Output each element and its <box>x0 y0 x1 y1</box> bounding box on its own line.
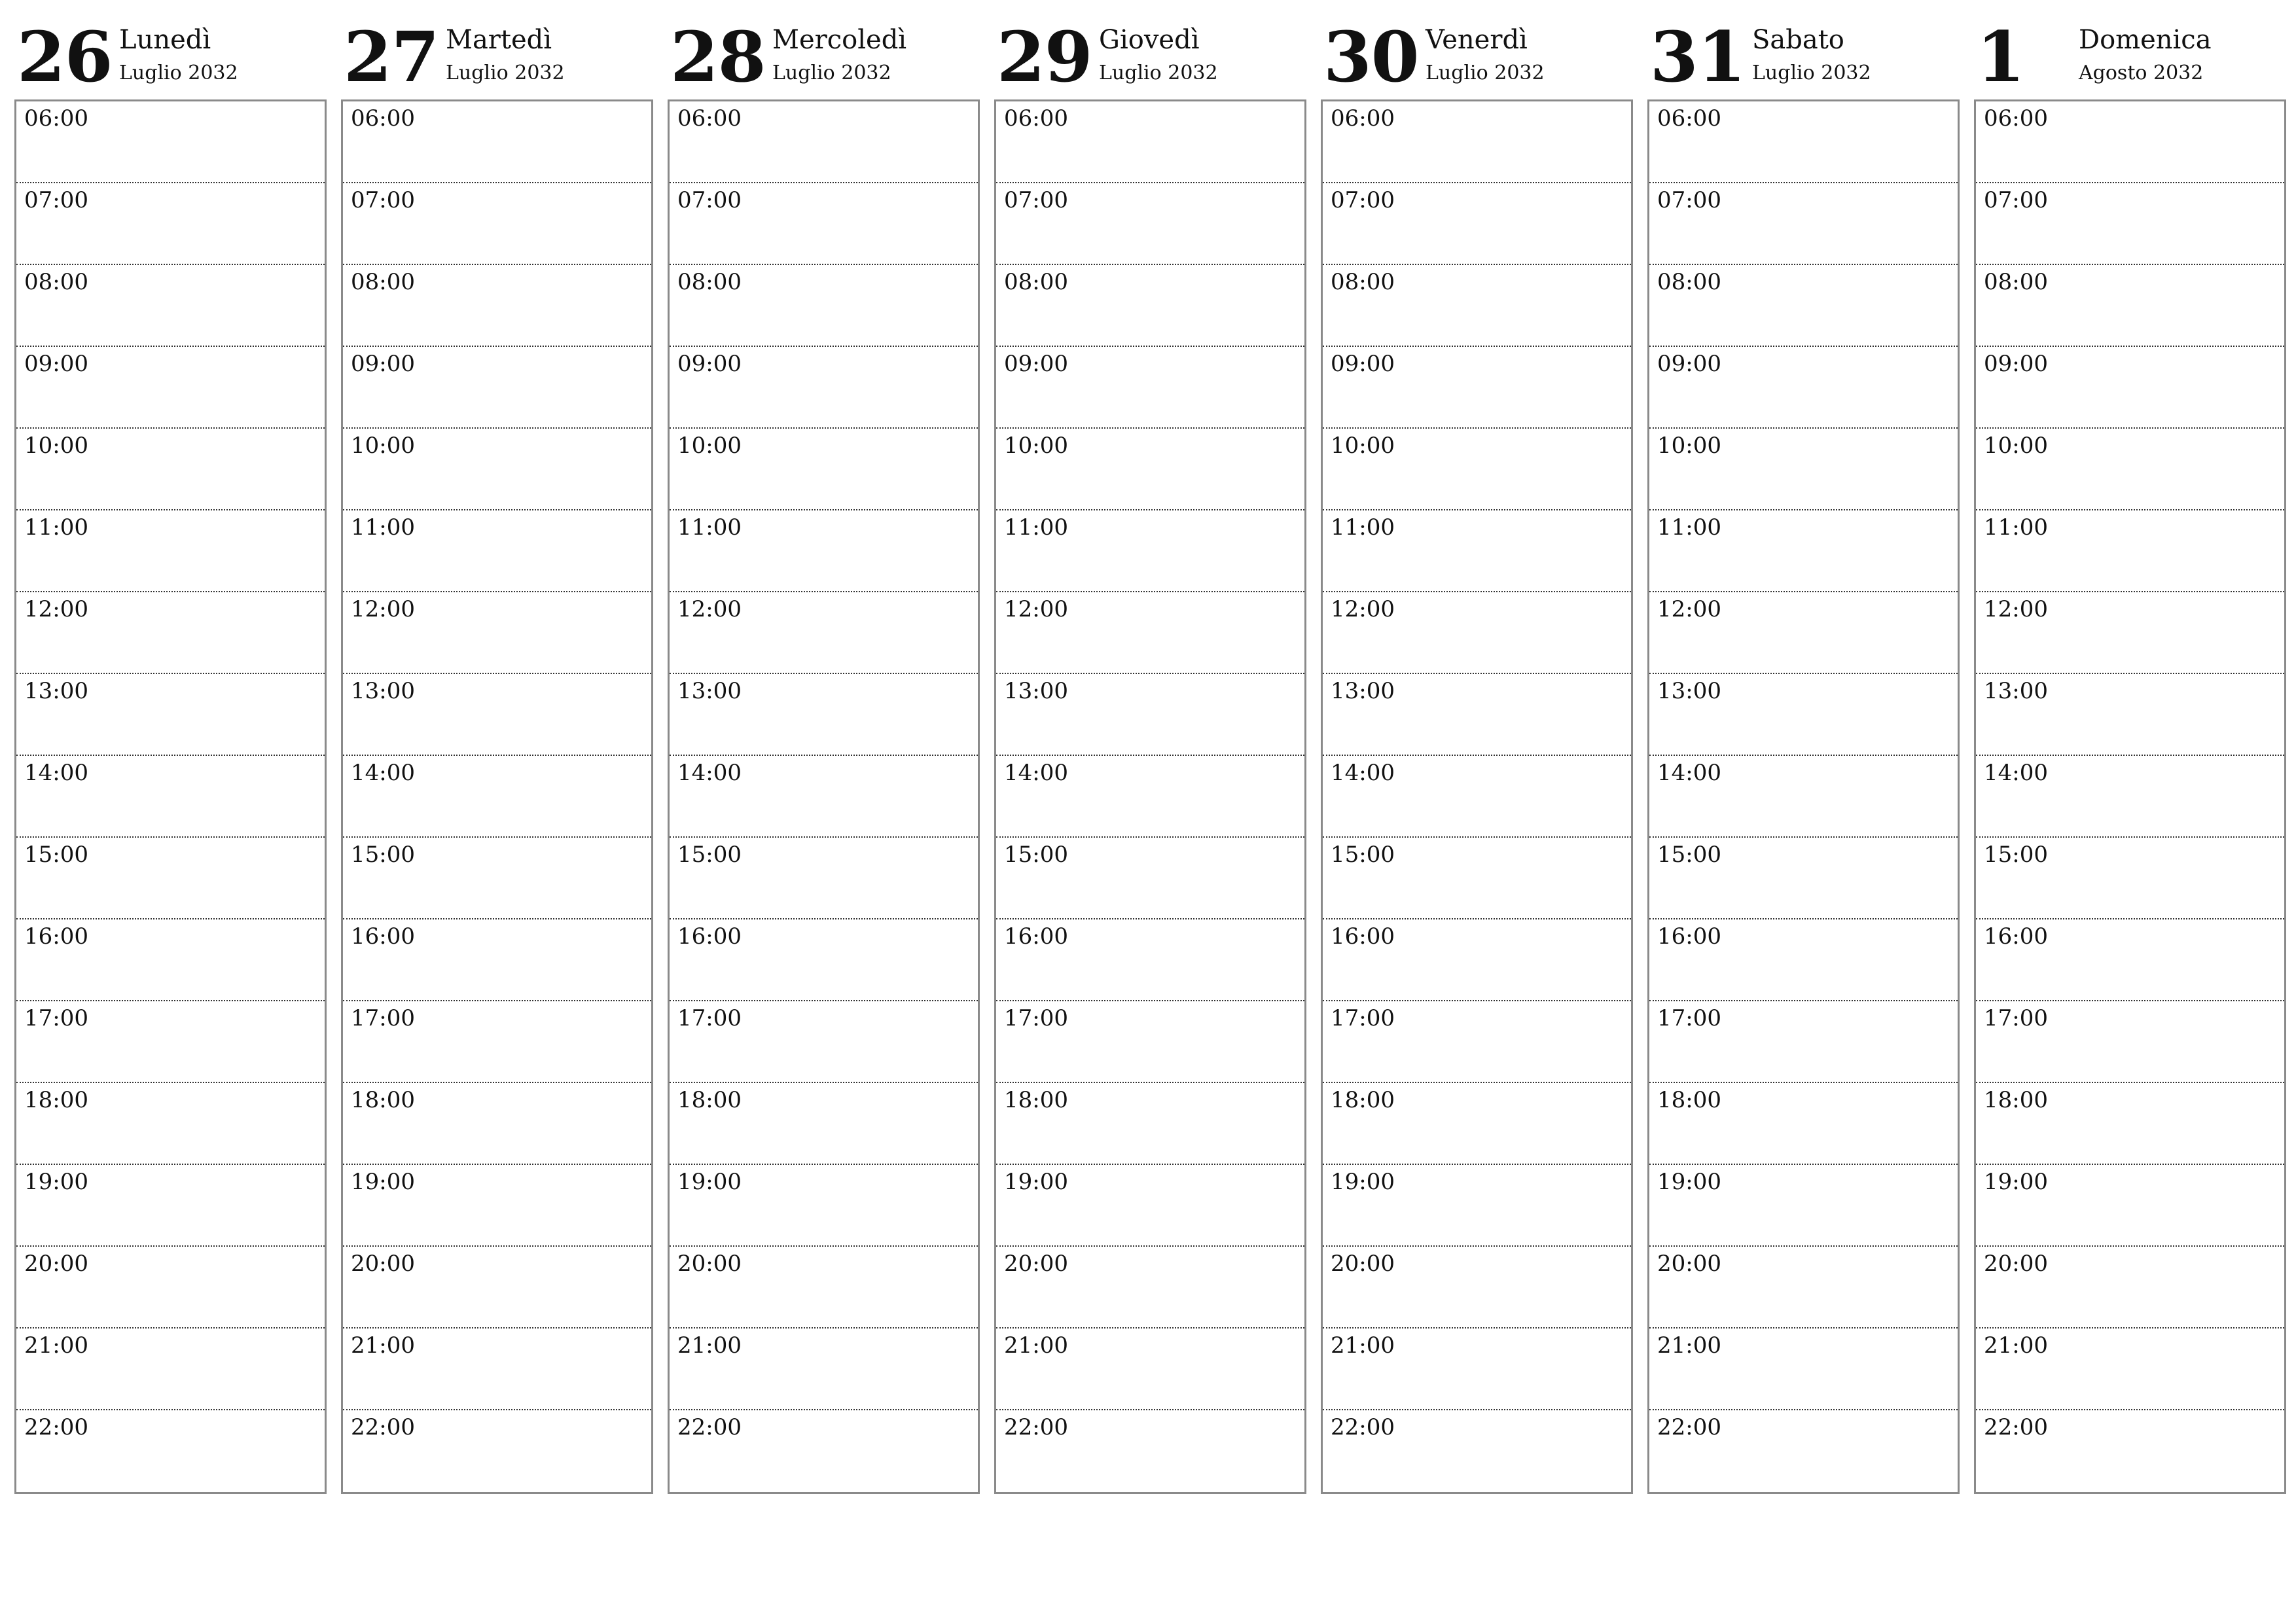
day-number: 27 <box>344 16 439 98</box>
time-slot[interactable] <box>1649 510 1958 592</box>
time-label: 16:00 <box>351 923 415 950</box>
weekday-name: Lunedì <box>119 25 211 55</box>
day-header <box>1647 18 1960 99</box>
time-label: 08:00 <box>351 269 415 295</box>
time-slot[interactable] <box>996 1410 1304 1492</box>
time-slot[interactable] <box>1976 592 2284 674</box>
time-slot[interactable] <box>1976 101 2284 183</box>
time-label: 06:00 <box>1984 105 2048 132</box>
time-slot[interactable] <box>16 1165 325 1247</box>
weekday-name: Sabato <box>1752 25 1844 55</box>
time-label: 06:00 <box>1331 105 1395 132</box>
time-label: 21:00 <box>24 1332 88 1359</box>
time-label: 13:00 <box>1657 678 1721 704</box>
time-slot[interactable] <box>1323 1165 1631 1247</box>
time-label: 14:00 <box>351 760 415 786</box>
time-slot[interactable] <box>1649 183 1958 265</box>
day-header <box>1321 18 1633 99</box>
day-number: 1 <box>1977 16 2024 98</box>
month-year: Luglio 2032 <box>1099 62 1218 84</box>
time-slot[interactable] <box>996 1247 1304 1329</box>
time-slot[interactable] <box>343 1083 651 1165</box>
time-slot[interactable] <box>996 838 1304 919</box>
day-column <box>341 18 653 1494</box>
time-slot[interactable] <box>343 1165 651 1247</box>
day-column <box>1974 18 2286 1494</box>
time-slot[interactable] <box>1323 674 1631 756</box>
weekday-name: Domenica <box>2079 25 2212 55</box>
time-label: 10:00 <box>1984 433 2048 459</box>
time-label: 09:00 <box>351 351 415 377</box>
time-slot[interactable] <box>1649 1410 1958 1492</box>
time-slot[interactable] <box>670 429 978 510</box>
time-slot[interactable] <box>1649 1165 1958 1247</box>
time-label: 21:00 <box>1657 1332 1721 1359</box>
time-slot[interactable] <box>1649 1329 1958 1410</box>
day-number: 31 <box>1650 16 1746 98</box>
time-slot[interactable] <box>343 1247 651 1329</box>
time-slot[interactable] <box>996 1001 1304 1083</box>
time-label: 07:00 <box>351 187 415 213</box>
time-slot[interactable] <box>343 101 651 183</box>
time-label: 18:00 <box>1984 1087 2048 1113</box>
time-label: 20:00 <box>1004 1251 1068 1277</box>
time-label: 10:00 <box>1657 433 1721 459</box>
time-label: 09:00 <box>24 351 88 377</box>
time-label: 13:00 <box>1984 678 2048 704</box>
time-label: 16:00 <box>1657 923 1721 950</box>
time-label: 09:00 <box>1331 351 1395 377</box>
time-label: 12:00 <box>677 596 742 622</box>
time-label: 12:00 <box>24 596 88 622</box>
day-header <box>14 18 327 99</box>
time-label: 13:00 <box>677 678 742 704</box>
time-slot[interactable] <box>1976 1001 2284 1083</box>
time-label: 17:00 <box>677 1005 742 1031</box>
time-slot[interactable] <box>16 1001 325 1083</box>
time-slot[interactable] <box>16 101 325 183</box>
time-slot[interactable] <box>670 919 978 1001</box>
time-label: 19:00 <box>1657 1169 1721 1195</box>
time-label: 19:00 <box>351 1169 415 1195</box>
time-slot[interactable] <box>1649 756 1958 838</box>
time-label: 19:00 <box>24 1169 88 1195</box>
time-label: 14:00 <box>1004 760 1068 786</box>
time-label: 06:00 <box>677 105 742 132</box>
time-label: 21:00 <box>677 1332 742 1359</box>
time-slot[interactable] <box>1649 592 1958 674</box>
time-label: 06:00 <box>1004 105 1068 132</box>
time-slot[interactable] <box>343 838 651 919</box>
time-slot[interactable] <box>1323 1001 1631 1083</box>
time-label: 17:00 <box>1984 1005 2048 1031</box>
time-slot[interactable] <box>996 592 1304 674</box>
time-slot[interactable] <box>996 183 1304 265</box>
day-number: 26 <box>17 16 113 98</box>
time-label: 07:00 <box>1657 187 1721 213</box>
time-label: 10:00 <box>1004 433 1068 459</box>
time-label: 16:00 <box>677 923 742 950</box>
time-slot[interactable] <box>996 510 1304 592</box>
time-slot[interactable] <box>1976 1329 2284 1410</box>
time-label: 18:00 <box>351 1087 415 1113</box>
time-slot[interactable] <box>1649 1247 1958 1329</box>
time-label: 22:00 <box>1331 1414 1395 1440</box>
time-label: 08:00 <box>1657 269 1721 295</box>
time-label: 15:00 <box>677 842 742 868</box>
time-label: 12:00 <box>1004 596 1068 622</box>
weekly-planner <box>14 18 2284 1494</box>
time-label: 11:00 <box>1657 514 1721 541</box>
time-label: 07:00 <box>1331 187 1395 213</box>
time-slot[interactable] <box>1323 838 1631 919</box>
time-label: 14:00 <box>1657 760 1721 786</box>
hour-grid <box>14 99 327 1494</box>
time-label: 11:00 <box>1004 514 1068 541</box>
time-label: 08:00 <box>677 269 742 295</box>
time-slot[interactable] <box>1323 429 1631 510</box>
time-slot[interactable] <box>670 1083 978 1165</box>
time-label: 18:00 <box>1331 1087 1395 1113</box>
time-label: 20:00 <box>24 1251 88 1277</box>
time-slot[interactable] <box>1323 101 1631 183</box>
time-slot[interactable] <box>670 1165 978 1247</box>
time-slot[interactable] <box>1976 1083 2284 1165</box>
time-label: 14:00 <box>677 760 742 786</box>
hour-grid <box>994 99 1306 1494</box>
time-slot[interactable] <box>343 674 651 756</box>
time-slot[interactable] <box>343 1001 651 1083</box>
time-slot[interactable] <box>1976 429 2284 510</box>
time-slot[interactable] <box>996 429 1304 510</box>
time-label: 22:00 <box>1984 1414 2048 1440</box>
day-header <box>1974 18 2286 99</box>
time-slot[interactable] <box>1323 592 1631 674</box>
time-slot[interactable] <box>16 919 325 1001</box>
time-label: 11:00 <box>677 514 742 541</box>
time-slot[interactable] <box>1649 674 1958 756</box>
time-slot[interactable] <box>1976 919 2284 1001</box>
hour-grid <box>1321 99 1633 1494</box>
time-slot[interactable] <box>343 1410 651 1492</box>
month-year: Luglio 2032 <box>1426 62 1545 84</box>
time-slot[interactable] <box>1976 838 2284 919</box>
time-slot[interactable] <box>343 347 651 429</box>
weekday-name: Mercoledì <box>772 25 907 55</box>
time-label: 07:00 <box>1004 187 1068 213</box>
time-slot[interactable] <box>16 1083 325 1165</box>
day-column <box>1647 18 1960 1494</box>
time-slot[interactable] <box>1976 674 2284 756</box>
time-label: 09:00 <box>677 351 742 377</box>
hour-grid <box>1647 99 1960 1494</box>
time-label: 15:00 <box>1984 842 2048 868</box>
time-label: 09:00 <box>1984 351 2048 377</box>
time-slot[interactable] <box>1976 510 2284 592</box>
time-label: 12:00 <box>351 596 415 622</box>
time-label: 08:00 <box>1331 269 1395 295</box>
time-slot[interactable] <box>670 674 978 756</box>
time-slot[interactable] <box>670 1001 978 1083</box>
hour-grid <box>668 99 980 1494</box>
time-slot[interactable] <box>343 592 651 674</box>
time-slot[interactable] <box>16 674 325 756</box>
time-slot[interactable] <box>1323 1247 1631 1329</box>
time-label: 13:00 <box>351 678 415 704</box>
time-label: 18:00 <box>24 1087 88 1113</box>
time-label: 22:00 <box>351 1414 415 1440</box>
time-slot[interactable] <box>16 756 325 838</box>
time-slot[interactable] <box>343 429 651 510</box>
time-label: 15:00 <box>1657 842 1721 868</box>
time-slot[interactable] <box>1649 838 1958 919</box>
time-label: 14:00 <box>1984 760 2048 786</box>
time-label: 09:00 <box>1004 351 1068 377</box>
time-label: 21:00 <box>1984 1332 2048 1359</box>
time-label: 12:00 <box>1657 596 1721 622</box>
weekday-name: Martedì <box>446 25 552 55</box>
time-label: 19:00 <box>1984 1169 2048 1195</box>
time-label: 17:00 <box>24 1005 88 1031</box>
time-slot[interactable] <box>670 183 978 265</box>
time-slot[interactable] <box>343 756 651 838</box>
time-label: 20:00 <box>677 1251 742 1277</box>
time-slot[interactable] <box>1976 183 2284 265</box>
day-column <box>668 18 980 1494</box>
time-slot[interactable] <box>670 347 978 429</box>
time-label: 10:00 <box>1331 433 1395 459</box>
time-slot[interactable] <box>16 183 325 265</box>
time-slot[interactable] <box>1323 1083 1631 1165</box>
time-slot[interactable] <box>996 265 1304 347</box>
month-year: Luglio 2032 <box>119 62 238 84</box>
time-slot[interactable] <box>343 1329 651 1410</box>
time-label: 15:00 <box>351 842 415 868</box>
day-header <box>668 18 980 99</box>
time-label: 14:00 <box>1331 760 1395 786</box>
time-slot[interactable] <box>996 756 1304 838</box>
time-slot[interactable] <box>996 919 1304 1001</box>
time-label: 09:00 <box>1657 351 1721 377</box>
time-slot[interactable] <box>670 756 978 838</box>
time-label: 11:00 <box>1984 514 2048 541</box>
time-label: 18:00 <box>1657 1087 1721 1113</box>
day-column <box>1321 18 1633 1494</box>
time-slot[interactable] <box>1649 1001 1958 1083</box>
month-year: Luglio 2032 <box>772 62 891 84</box>
time-slot[interactable] <box>1976 756 2284 838</box>
time-label: 21:00 <box>1331 1332 1395 1359</box>
time-label: 15:00 <box>24 842 88 868</box>
time-label: 13:00 <box>1004 678 1068 704</box>
day-column <box>14 18 327 1494</box>
time-label: 19:00 <box>1004 1169 1068 1195</box>
hour-grid <box>341 99 653 1494</box>
time-slot[interactable] <box>996 347 1304 429</box>
time-label: 18:00 <box>677 1087 742 1113</box>
time-slot[interactable] <box>1323 919 1631 1001</box>
time-slot[interactable] <box>16 592 325 674</box>
time-slot[interactable] <box>16 265 325 347</box>
time-slot[interactable] <box>16 347 325 429</box>
time-slot[interactable] <box>670 101 978 183</box>
time-slot[interactable] <box>1323 265 1631 347</box>
time-label: 07:00 <box>1984 187 2048 213</box>
time-label: 22:00 <box>677 1414 742 1440</box>
time-slot[interactable] <box>1323 510 1631 592</box>
time-label: 16:00 <box>1004 923 1068 950</box>
time-label: 17:00 <box>1331 1005 1395 1031</box>
time-slot[interactable] <box>1323 347 1631 429</box>
time-slot[interactable] <box>1649 347 1958 429</box>
time-slot[interactable] <box>670 1410 978 1492</box>
time-label: 20:00 <box>1657 1251 1721 1277</box>
time-slot[interactable] <box>996 1083 1304 1165</box>
time-slot[interactable] <box>1323 1329 1631 1410</box>
time-slot[interactable] <box>343 265 651 347</box>
time-slot[interactable] <box>1649 1083 1958 1165</box>
time-label: 15:00 <box>1331 842 1395 868</box>
time-label: 06:00 <box>351 105 415 132</box>
time-label: 20:00 <box>1984 1251 2048 1277</box>
time-slot[interactable] <box>670 265 978 347</box>
time-slot[interactable] <box>1976 1247 2284 1329</box>
time-label: 16:00 <box>24 923 88 950</box>
time-slot[interactable] <box>670 510 978 592</box>
time-label: 15:00 <box>1004 842 1068 868</box>
time-label: 18:00 <box>1004 1087 1068 1113</box>
time-slot[interactable] <box>1323 183 1631 265</box>
time-slot[interactable] <box>670 1247 978 1329</box>
time-label: 06:00 <box>1657 105 1721 132</box>
time-slot[interactable] <box>1976 347 2284 429</box>
time-slot[interactable] <box>670 592 978 674</box>
time-slot[interactable] <box>16 1410 325 1492</box>
time-label: 21:00 <box>351 1332 415 1359</box>
time-slot[interactable] <box>996 1165 1304 1247</box>
time-slot[interactable] <box>16 429 325 510</box>
hour-grid <box>1974 99 2286 1494</box>
time-label: 13:00 <box>1331 678 1395 704</box>
time-label: 07:00 <box>24 187 88 213</box>
time-label: 08:00 <box>1004 269 1068 295</box>
time-label: 10:00 <box>677 433 742 459</box>
month-year: Agosto 2032 <box>2079 62 2204 84</box>
time-label: 10:00 <box>24 433 88 459</box>
day-number: 30 <box>1323 16 1419 98</box>
time-slot[interactable] <box>343 510 651 592</box>
time-slot[interactable] <box>16 1329 325 1410</box>
time-label: 12:00 <box>1984 596 2048 622</box>
day-header <box>341 18 653 99</box>
day-column <box>994 18 1306 1494</box>
time-slot[interactable] <box>1323 1410 1631 1492</box>
time-label: 06:00 <box>24 105 88 132</box>
time-label: 19:00 <box>1331 1169 1395 1195</box>
time-label: 14:00 <box>24 760 88 786</box>
time-label: 11:00 <box>1331 514 1395 541</box>
time-slot[interactable] <box>1976 1165 2284 1247</box>
time-label: 16:00 <box>1984 923 2048 950</box>
weekday-name: Giovedì <box>1099 25 1200 55</box>
day-header <box>994 18 1306 99</box>
time-slot[interactable] <box>996 674 1304 756</box>
time-slot[interactable] <box>1976 1410 2284 1492</box>
time-label: 13:00 <box>24 678 88 704</box>
weekday-name: Venerdì <box>1426 25 1528 55</box>
time-slot[interactable] <box>1649 919 1958 1001</box>
time-label: 22:00 <box>1004 1414 1068 1440</box>
time-slot[interactable] <box>1649 101 1958 183</box>
time-label: 17:00 <box>1657 1005 1721 1031</box>
time-label: 21:00 <box>1004 1332 1068 1359</box>
time-slot[interactable] <box>996 101 1304 183</box>
month-year: Luglio 2032 <box>446 62 565 84</box>
time-slot[interactable] <box>1323 756 1631 838</box>
time-label: 20:00 <box>1331 1251 1395 1277</box>
day-number: 29 <box>997 16 1092 98</box>
time-slot[interactable] <box>16 838 325 919</box>
time-label: 11:00 <box>24 514 88 541</box>
month-year: Luglio 2032 <box>1752 62 1871 84</box>
time-slot[interactable] <box>996 1329 1304 1410</box>
time-label: 19:00 <box>677 1169 742 1195</box>
day-number: 28 <box>670 16 766 98</box>
time-label: 07:00 <box>677 187 742 213</box>
time-slot[interactable] <box>343 919 651 1001</box>
time-label: 17:00 <box>351 1005 415 1031</box>
time-label: 08:00 <box>1984 269 2048 295</box>
time-label: 08:00 <box>24 269 88 295</box>
time-slot[interactable] <box>343 183 651 265</box>
time-slot[interactable] <box>16 510 325 592</box>
time-label: 10:00 <box>351 433 415 459</box>
time-slot[interactable] <box>1649 429 1958 510</box>
time-label: 12:00 <box>1331 596 1395 622</box>
time-slot[interactable] <box>670 1329 978 1410</box>
time-label: 17:00 <box>1004 1005 1068 1031</box>
time-label: 22:00 <box>24 1414 88 1440</box>
time-slot[interactable] <box>1976 265 2284 347</box>
time-slot[interactable] <box>670 838 978 919</box>
time-slot[interactable] <box>16 1247 325 1329</box>
time-label: 22:00 <box>1657 1414 1721 1440</box>
time-slot[interactable] <box>1649 265 1958 347</box>
time-label: 16:00 <box>1331 923 1395 950</box>
time-label: 11:00 <box>351 514 415 541</box>
time-label: 20:00 <box>351 1251 415 1277</box>
